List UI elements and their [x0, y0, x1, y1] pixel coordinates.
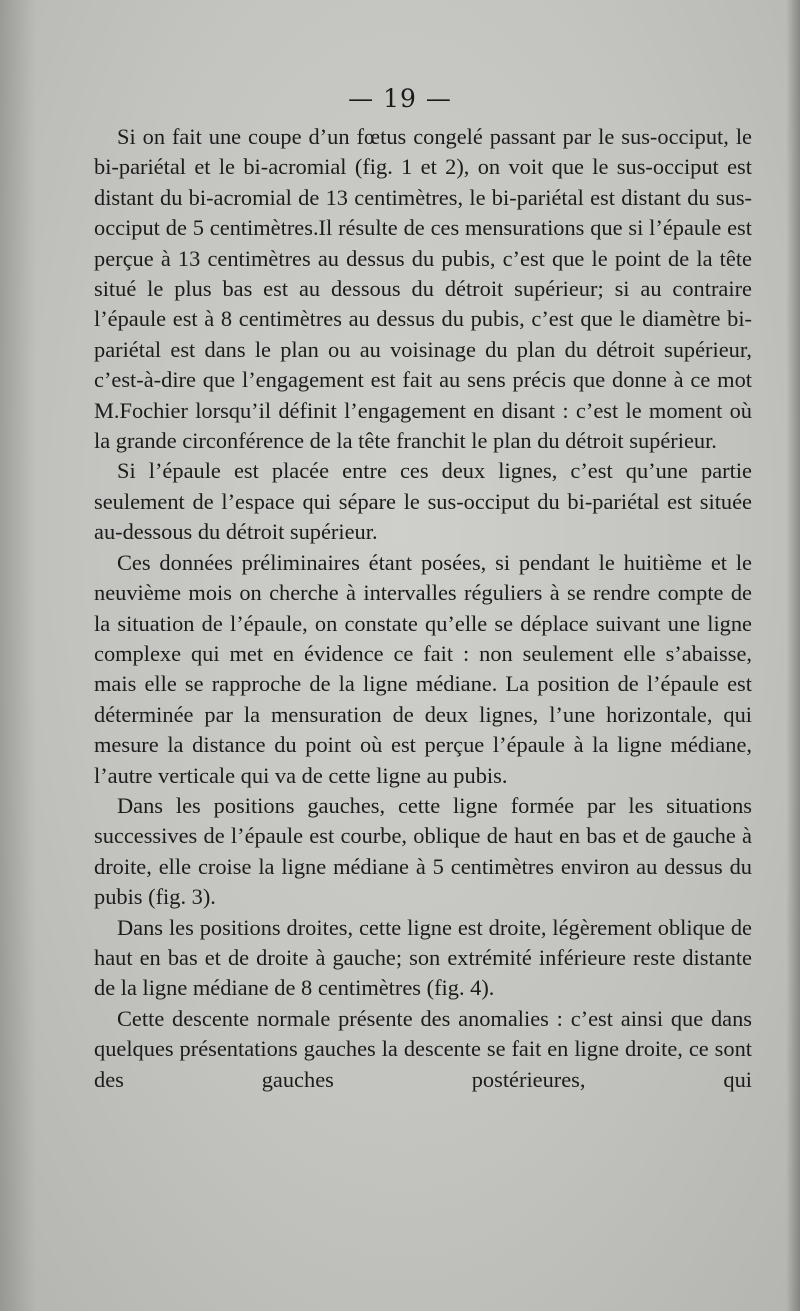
paragraph-fetus-section: Si on fait une coupe d’un fœtus congelé passant par le sus-occiput, le bi-pariétal et le bi-acromial (fig. 1 et 2), on voit que le sus-occiput est distant du bi-acromial de 13 centimètres, le bi-pariétal est distant du sus-occiput de 5 centimètres.Il résulte de ces mensurations que si l’épaule est perçue à 13 centimètres au dessus du pubis, c’est que le point de la tête situé le plus bas est au dessous du détroit supérieur; si au contraire l’épaule est à 8 centimètres au dessus du pubis, c’est que le diamètre bi-pariétal est dans le plan ou au voisinage du plan du détroit supérieur, c’est-à-dire que l’engagement est fait au sens précis que donne à ce mot M.Fochier lorsqu’il définit l’engagement en disant : c’est le moment où la grande circonférence de la tête franchit le plan du détroit supérieur.	[94, 124, 752, 454]
page-number: — 19 —	[348, 84, 452, 113]
paragraph-right-positions: Dans les positions droites, cette ligne est droite, légèrement oblique de haut en bas et de droite à gauche; son extrémité inférieure reste distante de la ligne médiane de 8 centimètres (fig. 4).	[94, 914, 752, 1001]
paragraph-left-positions: Dans les positions gauches, cette ligne formée par les situations successives de l’épaule est courbe, oblique de haut en bas et de gauche à droite, elle croise la ligne médiane à 5 centimètres environ au dessus du pubis (fig. 3).	[94, 792, 752, 910]
paragraph-shoulder-between-lines: Si l’épaule est placée entre ces deux lignes, c’est qu’une partie seulement de l’espace qui sépare le sus-occiput du bi-pariétal est située au-dessous du détroit supérieur.	[94, 458, 752, 545]
paragraph-shoulder-movement: Ces données préliminaires étant posées, si pendant le huitième et le neuvième mois on cherche à intervalles réguliers à se rendre compte de la situation de l’épaule, on constate qu’elle se déplace suivant une ligne complexe qui met en évidence ce fait : non seulement elle s’abaisse, mais elle se rapproche de la ligne médiane. La position de l’épaule est déterminée par la mensuration de deux lignes, l’une horizontale, qui mesure la distance du point où est perçue l’épaule à la ligne médiane, l’autre verticale qui va de cette ligne au pubis.	[94, 549, 752, 788]
body-text	[94, 122, 752, 1095]
paragraph-anomalies: Cette descente normale présente des anomalies : c’est ainsi que dans quelques présentations gauches la descente se fait en ligne droite, ce sont des gauches postérieures, qui	[94, 1005, 752, 1092]
